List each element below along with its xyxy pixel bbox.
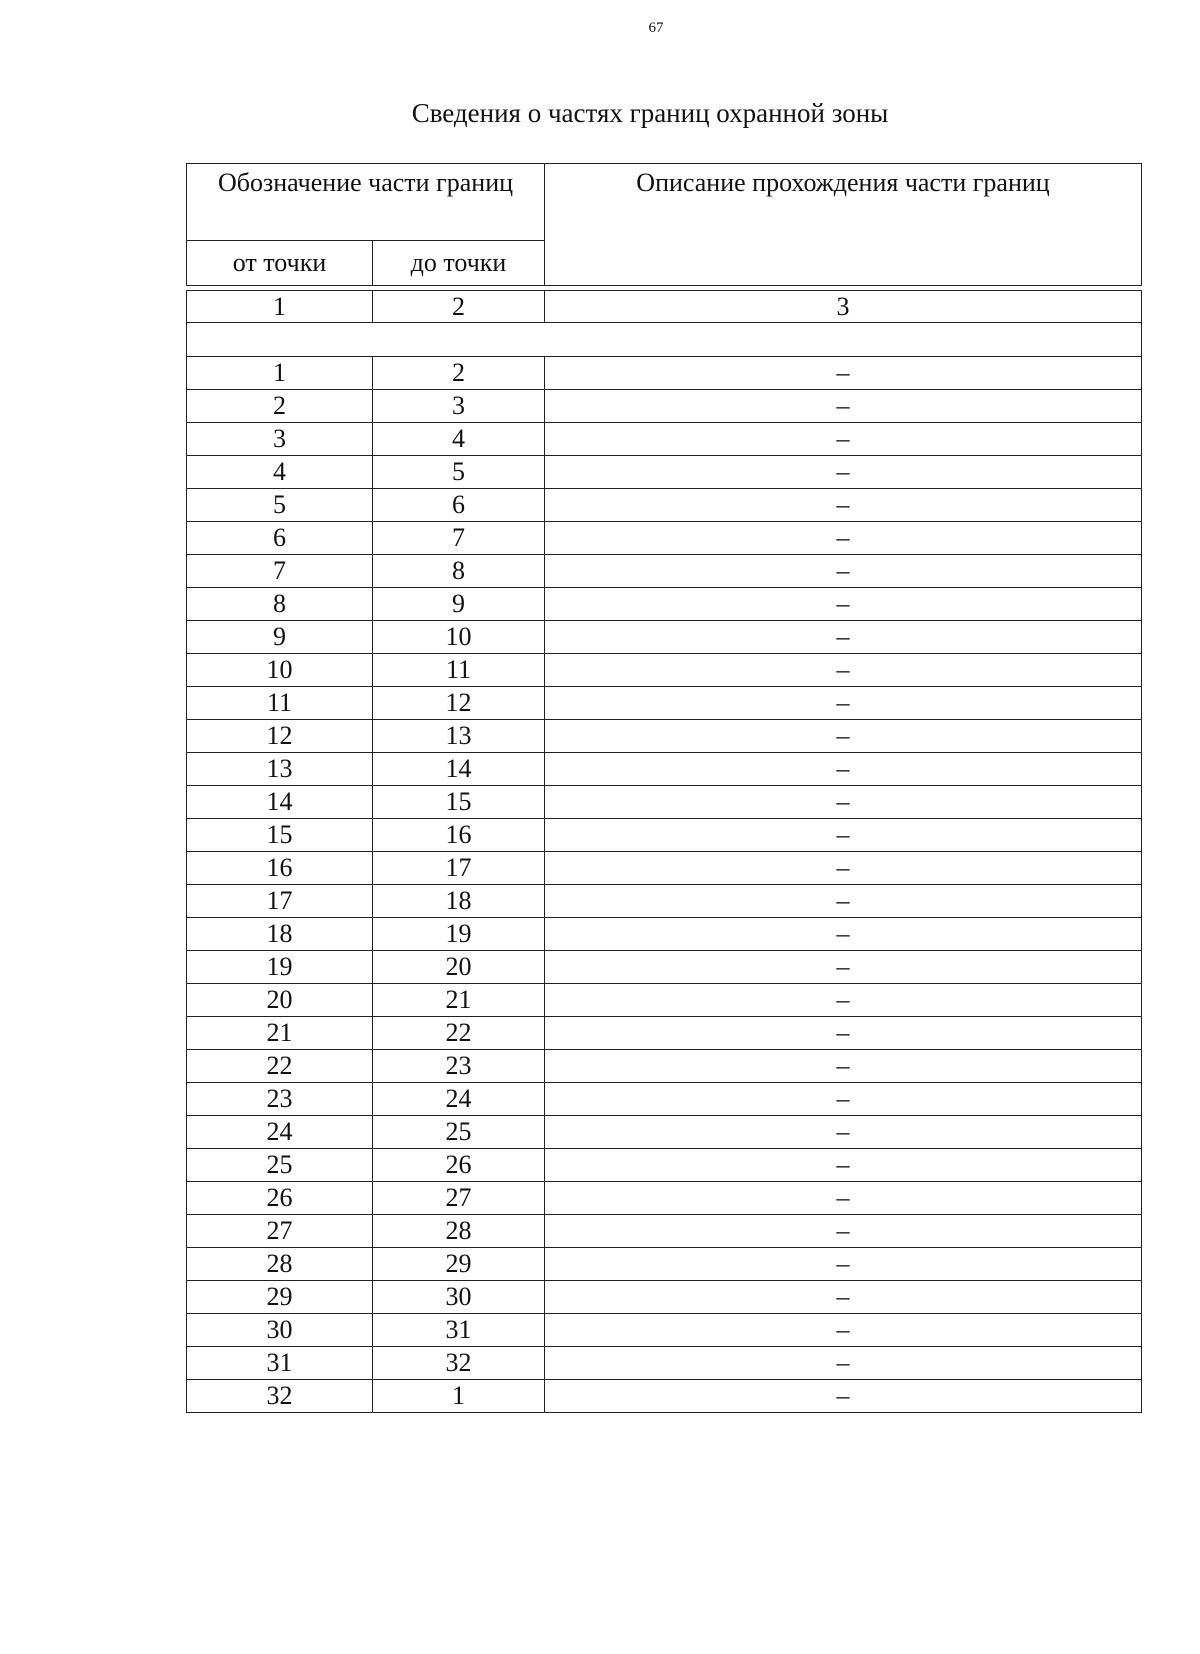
table-row xyxy=(187,1116,1142,1149)
to-point-cell: 6 xyxy=(373,489,545,522)
from-point-cell: 14 xyxy=(187,786,373,819)
description-cell: – xyxy=(545,984,1142,1017)
table-row xyxy=(187,1017,1142,1050)
column-number-1: 1 xyxy=(187,291,373,323)
to-point-cell: 1 xyxy=(373,1380,545,1413)
to-point-cell: 12 xyxy=(373,687,545,720)
description-cell: – xyxy=(545,1116,1142,1149)
to-point-cell: 26 xyxy=(373,1149,545,1182)
description-cell: – xyxy=(545,357,1142,390)
table-row xyxy=(187,456,1142,489)
table-row xyxy=(187,984,1142,1017)
description-cell: – xyxy=(545,918,1142,951)
to-point-cell: 25 xyxy=(373,1116,545,1149)
table-row xyxy=(187,489,1142,522)
description-cell: – xyxy=(545,1083,1142,1116)
description-cell: – xyxy=(545,1380,1142,1413)
to-point-cell: 14 xyxy=(373,753,545,786)
table-row xyxy=(187,1149,1142,1182)
table-row xyxy=(187,588,1142,621)
to-point-cell: 21 xyxy=(373,984,545,1017)
table-row xyxy=(187,720,1142,753)
description-cell: – xyxy=(545,786,1142,819)
description-cell: – xyxy=(545,1281,1142,1314)
to-point-cell: 13 xyxy=(373,720,545,753)
from-point-cell: 16 xyxy=(187,852,373,885)
to-point-cell: 8 xyxy=(373,555,545,588)
description-cell: – xyxy=(545,423,1142,456)
table-row xyxy=(187,819,1142,852)
description-cell: – xyxy=(545,1182,1142,1215)
to-point-cell: 19 xyxy=(373,918,545,951)
description-cell: – xyxy=(545,819,1142,852)
description-cell: – xyxy=(545,720,1142,753)
to-point-cell: 11 xyxy=(373,654,545,687)
header-from-point: от точки xyxy=(187,241,373,286)
table-row xyxy=(187,1083,1142,1116)
description-cell: – xyxy=(545,687,1142,720)
from-point-cell: 28 xyxy=(187,1248,373,1281)
from-point-cell: 1 xyxy=(187,357,373,390)
table-body xyxy=(187,286,1142,1413)
description-cell: – xyxy=(545,522,1142,555)
to-point-cell: 22 xyxy=(373,1017,545,1050)
from-point-cell: 12 xyxy=(187,720,373,753)
from-point-cell: 31 xyxy=(187,1347,373,1380)
page-number: 67 xyxy=(648,20,664,36)
table-row xyxy=(187,885,1142,918)
to-point-cell: 29 xyxy=(373,1248,545,1281)
description-cell: – xyxy=(545,753,1142,786)
column-number-3: 3 xyxy=(545,291,1142,323)
to-point-cell: 32 xyxy=(373,1347,545,1380)
table-row xyxy=(187,423,1142,456)
to-point-cell: 18 xyxy=(373,885,545,918)
to-point-cell: 27 xyxy=(373,1182,545,1215)
description-cell: – xyxy=(545,555,1142,588)
table-row xyxy=(187,654,1142,687)
description-cell: – xyxy=(545,951,1142,984)
from-point-cell: 17 xyxy=(187,885,373,918)
to-point-cell: 24 xyxy=(373,1083,545,1116)
to-point-cell: 28 xyxy=(373,1215,545,1248)
boundary-parts-table xyxy=(186,163,1141,1413)
from-point-cell: 23 xyxy=(187,1083,373,1116)
to-point-cell: 30 xyxy=(373,1281,545,1314)
header-to-point: до точки xyxy=(373,241,545,286)
description-cell: – xyxy=(545,621,1142,654)
column-number-row xyxy=(187,291,1142,323)
table-row xyxy=(187,1347,1142,1380)
description-cell: – xyxy=(545,852,1142,885)
boundary-table xyxy=(186,163,1142,1413)
table-row xyxy=(187,852,1142,885)
from-point-cell: 29 xyxy=(187,1281,373,1314)
to-point-cell: 31 xyxy=(373,1314,545,1347)
table-row xyxy=(187,786,1142,819)
table-row xyxy=(187,1182,1142,1215)
from-point-cell: 19 xyxy=(187,951,373,984)
from-point-cell: 18 xyxy=(187,918,373,951)
to-point-cell: 4 xyxy=(373,423,545,456)
description-cell: – xyxy=(545,1149,1142,1182)
to-point-cell: 16 xyxy=(373,819,545,852)
from-point-cell: 25 xyxy=(187,1149,373,1182)
table-row xyxy=(187,687,1142,720)
from-point-cell: 22 xyxy=(187,1050,373,1083)
to-point-cell: 7 xyxy=(373,522,545,555)
table-row xyxy=(187,753,1142,786)
description-cell: – xyxy=(545,1347,1142,1380)
from-point-cell: 21 xyxy=(187,1017,373,1050)
from-point-cell: 32 xyxy=(187,1380,373,1413)
from-point-cell: 27 xyxy=(187,1215,373,1248)
to-point-cell: 23 xyxy=(373,1050,545,1083)
from-point-cell: 20 xyxy=(187,984,373,1017)
description-cell: – xyxy=(545,456,1142,489)
to-point-cell: 17 xyxy=(373,852,545,885)
to-point-cell: 20 xyxy=(373,951,545,984)
from-point-cell: 8 xyxy=(187,588,373,621)
description-cell: – xyxy=(545,489,1142,522)
description-cell: – xyxy=(545,1314,1142,1347)
from-point-cell: 9 xyxy=(187,621,373,654)
to-point-cell: 15 xyxy=(373,786,545,819)
from-point-cell: 2 xyxy=(187,390,373,423)
to-point-cell: 10 xyxy=(373,621,545,654)
from-point-cell: 24 xyxy=(187,1116,373,1149)
description-cell: – xyxy=(545,1050,1142,1083)
to-point-cell: 2 xyxy=(373,357,545,390)
header-boundary-description: Описание прохождения части границ xyxy=(545,164,1142,286)
description-cell: – xyxy=(545,885,1142,918)
from-point-cell: 15 xyxy=(187,819,373,852)
description-cell: – xyxy=(545,654,1142,687)
to-point-cell: 3 xyxy=(373,390,545,423)
table-row xyxy=(187,357,1142,390)
table-row xyxy=(187,1050,1142,1083)
table-row xyxy=(187,1380,1142,1413)
table-row xyxy=(187,1215,1142,1248)
description-cell: – xyxy=(545,390,1142,423)
blank-section-row xyxy=(187,323,1142,357)
description-cell: – xyxy=(545,1248,1142,1281)
from-point-cell: 11 xyxy=(187,687,373,720)
from-point-cell: 3 xyxy=(187,423,373,456)
description-cell: – xyxy=(545,588,1142,621)
column-number-2: 2 xyxy=(373,291,545,323)
from-point-cell: 7 xyxy=(187,555,373,588)
description-cell: – xyxy=(545,1017,1142,1050)
from-point-cell: 26 xyxy=(187,1182,373,1215)
from-point-cell: 13 xyxy=(187,753,373,786)
description-cell: – xyxy=(545,1215,1142,1248)
table-row xyxy=(187,1281,1142,1314)
to-point-cell: 5 xyxy=(373,456,545,489)
blank-section-cell xyxy=(187,323,1142,357)
table-row xyxy=(187,390,1142,423)
table-header xyxy=(187,164,1142,286)
table-row xyxy=(187,555,1142,588)
table-row xyxy=(187,522,1142,555)
from-point-cell: 30 xyxy=(187,1314,373,1347)
table-row xyxy=(187,951,1142,984)
from-point-cell: 6 xyxy=(187,522,373,555)
from-point-cell: 10 xyxy=(187,654,373,687)
from-point-cell: 4 xyxy=(187,456,373,489)
page-title: Сведения о частях границ охранной зоны xyxy=(411,98,889,128)
table-row xyxy=(187,621,1142,654)
header-boundary-designation: Обозначение части границ xyxy=(187,164,545,241)
table-row xyxy=(187,1314,1142,1347)
to-point-cell: 9 xyxy=(373,588,545,621)
from-point-cell: 5 xyxy=(187,489,373,522)
table-row xyxy=(187,918,1142,951)
table-row xyxy=(187,1248,1142,1281)
